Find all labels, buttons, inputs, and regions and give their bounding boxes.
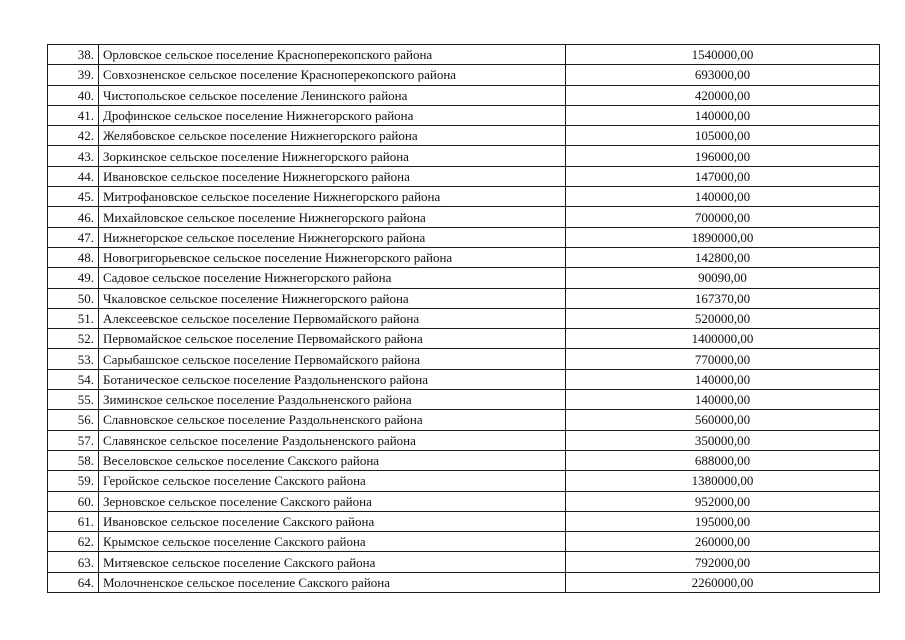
- table-row: [48, 511, 880, 531]
- settlement-name: Садовое сельское поселение Нижнегорского района: [99, 268, 566, 288]
- settlement-name: Чкаловское сельское поселение Нижнегорского района: [99, 288, 566, 308]
- settlement-name: Дрофинское сельское поселение Нижнегорского района: [99, 105, 566, 125]
- settlement-name: Крымское сельское поселение Сакского района: [99, 532, 566, 552]
- row-number: 60.: [48, 491, 99, 511]
- table-row: [48, 471, 880, 491]
- table-row: [48, 369, 880, 389]
- table-row: [48, 349, 880, 369]
- settlement-name: Зиминское сельское поселение Раздольненского района: [99, 390, 566, 410]
- settlement-name: Ивановское сельское поселение Сакского района: [99, 511, 566, 531]
- allocation-table: [47, 44, 880, 593]
- row-number: 45.: [48, 187, 99, 207]
- amount-value: 693000,00: [566, 65, 880, 85]
- row-number: 52.: [48, 329, 99, 349]
- table-row: [48, 65, 880, 85]
- amount-value: 140000,00: [566, 105, 880, 125]
- row-number: 61.: [48, 511, 99, 531]
- row-number: 55.: [48, 390, 99, 410]
- row-number: 51.: [48, 308, 99, 328]
- amount-value: 140000,00: [566, 390, 880, 410]
- amount-value: 792000,00: [566, 552, 880, 572]
- table-row: [48, 572, 880, 592]
- table-row: [48, 268, 880, 288]
- amount-value: 952000,00: [566, 491, 880, 511]
- table-row: [48, 329, 880, 349]
- settlement-name: Первомайское сельское поселение Первомайского района: [99, 329, 566, 349]
- row-number: 49.: [48, 268, 99, 288]
- amount-value: 147000,00: [566, 166, 880, 186]
- amount-value: 142800,00: [566, 247, 880, 267]
- settlement-name: Славновское сельское поселение Раздольненского района: [99, 410, 566, 430]
- settlement-name: Геройское сельское поселение Сакского района: [99, 471, 566, 491]
- settlement-name: Зерновское сельское поселение Сакского района: [99, 491, 566, 511]
- table-row: [48, 552, 880, 572]
- amount-value: 770000,00: [566, 349, 880, 369]
- amount-value: 1540000,00: [566, 45, 880, 65]
- table-row: [48, 491, 880, 511]
- row-number: 53.: [48, 349, 99, 369]
- row-number: 50.: [48, 288, 99, 308]
- row-number: 63.: [48, 552, 99, 572]
- amount-value: 167370,00: [566, 288, 880, 308]
- table-row: [48, 105, 880, 125]
- table-row: [48, 288, 880, 308]
- settlement-name: Митяевское сельское поселение Сакского района: [99, 552, 566, 572]
- row-number: 56.: [48, 410, 99, 430]
- amount-value: 260000,00: [566, 532, 880, 552]
- row-number: 64.: [48, 572, 99, 592]
- amount-value: 196000,00: [566, 146, 880, 166]
- settlement-name: Славянское сельское поселение Раздольненского района: [99, 430, 566, 450]
- settlement-name: Ивановское сельское поселение Нижнегорского района: [99, 166, 566, 186]
- amount-value: 420000,00: [566, 85, 880, 105]
- amount-value: 688000,00: [566, 450, 880, 470]
- settlement-name: Совхозненское сельское поселение Красноперекопского района: [99, 65, 566, 85]
- table-row: [48, 390, 880, 410]
- table-row: [48, 410, 880, 430]
- amount-value: 700000,00: [566, 207, 880, 227]
- amount-value: 2260000,00: [566, 572, 880, 592]
- table-row: [48, 430, 880, 450]
- row-number: 46.: [48, 207, 99, 227]
- settlement-name: Зоркинское сельское поселение Нижнегорского района: [99, 146, 566, 166]
- settlement-name: Чистопольское сельское поселение Ленинского района: [99, 85, 566, 105]
- settlement-name: Веселовское сельское поселение Сакского района: [99, 450, 566, 470]
- amount-value: 560000,00: [566, 410, 880, 430]
- amount-value: 140000,00: [566, 187, 880, 207]
- settlement-name: Молочненское сельское поселение Сакского района: [99, 572, 566, 592]
- row-number: 58.: [48, 450, 99, 470]
- amount-value: 350000,00: [566, 430, 880, 450]
- amount-value: 105000,00: [566, 126, 880, 146]
- row-number: 41.: [48, 105, 99, 125]
- table-row: [48, 207, 880, 227]
- settlement-name: Орловское сельское поселение Красноперекопского района: [99, 45, 566, 65]
- amount-value: 140000,00: [566, 369, 880, 389]
- table-row: [48, 45, 880, 65]
- amount-value: 195000,00: [566, 511, 880, 531]
- row-number: 38.: [48, 45, 99, 65]
- settlement-name: Новогригорьевское сельское поселение Нижнегорского района: [99, 247, 566, 267]
- row-number: 54.: [48, 369, 99, 389]
- row-number: 47.: [48, 227, 99, 247]
- table-row: [48, 227, 880, 247]
- table-row: [48, 450, 880, 470]
- row-number: 48.: [48, 247, 99, 267]
- row-number: 44.: [48, 166, 99, 186]
- amount-value: 1380000,00: [566, 471, 880, 491]
- table-row: [48, 187, 880, 207]
- row-number: 42.: [48, 126, 99, 146]
- table-row: [48, 85, 880, 105]
- settlement-name: Сарыбашское сельское поселение Первомайского района: [99, 349, 566, 369]
- row-number: 59.: [48, 471, 99, 491]
- row-number: 40.: [48, 85, 99, 105]
- table-row: [48, 126, 880, 146]
- settlement-name: Митрофановское сельское поселение Нижнегорского района: [99, 187, 566, 207]
- table-body: [48, 45, 880, 593]
- settlement-name: Нижнегорское сельское поселение Нижнегорского района: [99, 227, 566, 247]
- table-row: [48, 308, 880, 328]
- row-number: 39.: [48, 65, 99, 85]
- settlement-name: Михайловское сельское поселение Нижнегорского района: [99, 207, 566, 227]
- amount-value: 1890000,00: [566, 227, 880, 247]
- amount-value: 1400000,00: [566, 329, 880, 349]
- table-row: [48, 247, 880, 267]
- amount-value: 90090,00: [566, 268, 880, 288]
- settlement-name: Желябовское сельское поселение Нижнегорского района: [99, 126, 566, 146]
- table-row: [48, 532, 880, 552]
- settlement-name: Ботаническое сельское поселение Раздольненского района: [99, 369, 566, 389]
- row-number: 62.: [48, 532, 99, 552]
- row-number: 57.: [48, 430, 99, 450]
- table-row: [48, 166, 880, 186]
- table-row: [48, 146, 880, 166]
- amount-value: 520000,00: [566, 308, 880, 328]
- row-number: 43.: [48, 146, 99, 166]
- settlement-name: Алексеевское сельское поселение Первомайского района: [99, 308, 566, 328]
